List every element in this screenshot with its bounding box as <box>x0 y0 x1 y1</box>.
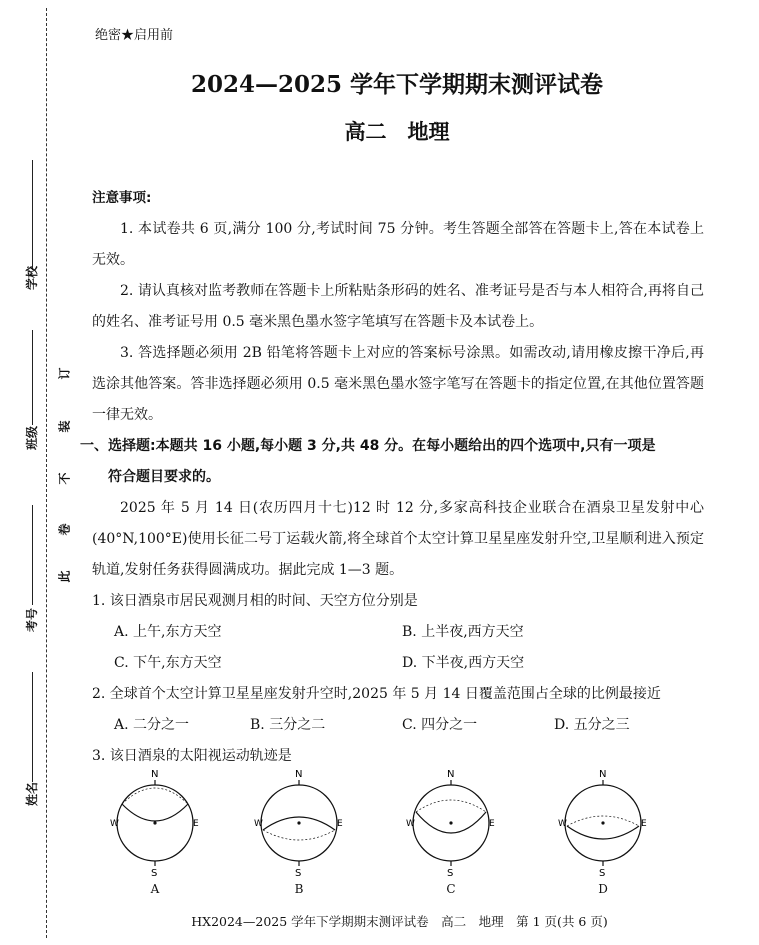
exam-content <box>80 183 704 772</box>
option-a: A. 二分之一 <box>114 717 190 733</box>
west-label: W <box>406 819 415 829</box>
class-blank-line <box>32 330 33 425</box>
question-2-options <box>92 710 704 741</box>
north-label: N <box>151 769 159 780</box>
subject-title: 高二 地理 <box>344 119 450 144</box>
name-label: 姓名 <box>25 781 39 806</box>
notice-heading: 注意事项: <box>92 190 152 206</box>
diagram-label: D <box>598 882 608 896</box>
east-label: E <box>337 819 343 829</box>
seal-char: 订 <box>57 367 72 380</box>
seal-char: 不 <box>57 472 72 485</box>
passage: 2025 年 5 月 14 日(农历四月十七)12 时 12 分,多家高科技企业联合在酒泉卫星发射中心(40°N,100°E)使用长征二号丁运载火箭,将全球首个太空计算卫星星座发射升空,卫星顺利进入预定轨道,发射任务获得圆满成功。据此完成 1—3 题。 <box>92 500 704 578</box>
school-label: 学校 <box>25 265 39 290</box>
notice-item: 2. 请认真核对监考教师在答题卡上所粘贴条形码的姓名、准考证号是否与本人相符合,再将自己的姓名、准考证号用 0.5 毫米黑色墨水签字笔填写在答题卡及本试卷上。 <box>92 283 704 330</box>
south-label: S <box>295 868 302 878</box>
east-label: E <box>193 819 199 829</box>
diagram-d-svg <box>558 766 648 878</box>
school-blank-line <box>32 160 33 270</box>
question-1-stem <box>92 586 704 617</box>
diagram-label: A <box>150 882 160 896</box>
sun-path-diagrams <box>110 766 710 896</box>
diagram-b <box>254 766 344 896</box>
seal-char: 装 <box>57 420 72 433</box>
question-1-options-2 <box>92 648 704 679</box>
option-a: A. 上午,东方天空 <box>114 624 222 640</box>
west-label: W <box>110 819 119 829</box>
west-label: W <box>254 819 263 829</box>
exam-no-blank-line <box>32 505 33 605</box>
east-label: E <box>489 819 495 829</box>
diagram-a <box>110 766 200 896</box>
class-label: 班级 <box>25 425 39 450</box>
seal-char: 卷 <box>57 523 72 536</box>
south-label: S <box>151 868 158 878</box>
diagram-a-svg <box>110 766 200 878</box>
page-title: 2024—2025 学年下学期期末测评试卷 <box>190 71 604 98</box>
question-3-text: 3. 该日酒泉的太阳视运动轨迹是 <box>92 748 292 764</box>
name-blank-line <box>32 672 33 782</box>
south-label: S <box>599 868 606 878</box>
question-2-stem <box>92 679 704 710</box>
diagram-c <box>406 766 496 896</box>
option-d: D. 五分之三 <box>554 717 630 733</box>
north-label: N <box>599 769 607 780</box>
option-c: C. 下午,东方天空 <box>114 655 222 671</box>
option-b: B. 上半夜,西方天空 <box>402 624 524 640</box>
west-label: W <box>558 819 567 829</box>
diagram-c-svg <box>406 766 496 878</box>
east-label: E <box>641 819 647 829</box>
binding-dashed-line <box>46 8 47 938</box>
exam-no-label: 考号 <box>25 607 39 632</box>
option-c: C. 四分之一 <box>402 717 478 733</box>
north-label: N <box>447 769 455 780</box>
diagram-label: C <box>446 882 456 896</box>
north-label: N <box>295 769 303 780</box>
section-heading-cont: 符合题目要求的。 <box>108 469 220 485</box>
page-footer: HX2024—2025 学年下学期期末测评试卷 高二 地理 第 1 页(共 6 页) <box>191 914 608 929</box>
question-2-text: 2. 全球首个太空计算卫星星座发射升空时,2025 年 5 月 14 日覆盖范围占全球的比例最接近 <box>92 686 661 702</box>
question-1-options <box>92 617 704 648</box>
seal-char: 此 <box>57 570 72 583</box>
south-label: S <box>447 868 454 878</box>
confidential-label: 绝密★启用前 <box>95 28 174 43</box>
notice-item: 3. 答选择题必须用 2B 铅笔将答题卡上对应的答案标号涂黑。如需改动,请用橡皮擦干净后,再选涂其他答案。答非选择题必须用 0.5 毫米黑色墨水签字笔写在答题卡的指定位置,在其他位置答题一律无效。 <box>92 345 704 423</box>
option-d: D. 下半夜,西方天空 <box>402 655 525 671</box>
option-b: B. 三分之二 <box>250 717 326 733</box>
diagram-label: B <box>294 882 304 896</box>
diagram-b-svg <box>254 766 344 878</box>
notice-item: 1. 本试卷共 6 页,满分 100 分,考试时间 75 分钟。考生答题全部答在答题卡上,答在本试卷上无效。 <box>92 221 704 268</box>
diagram-d <box>558 766 648 896</box>
question-1-text: 1. 该日酒泉市居民观测月相的时间、天空方位分别是 <box>92 593 418 609</box>
section-heading: 一、选择题:本题共 16 小题,每小题 3 分,共 48 分。在每小题给出的四个选项中,只有一项是 <box>80 438 656 454</box>
